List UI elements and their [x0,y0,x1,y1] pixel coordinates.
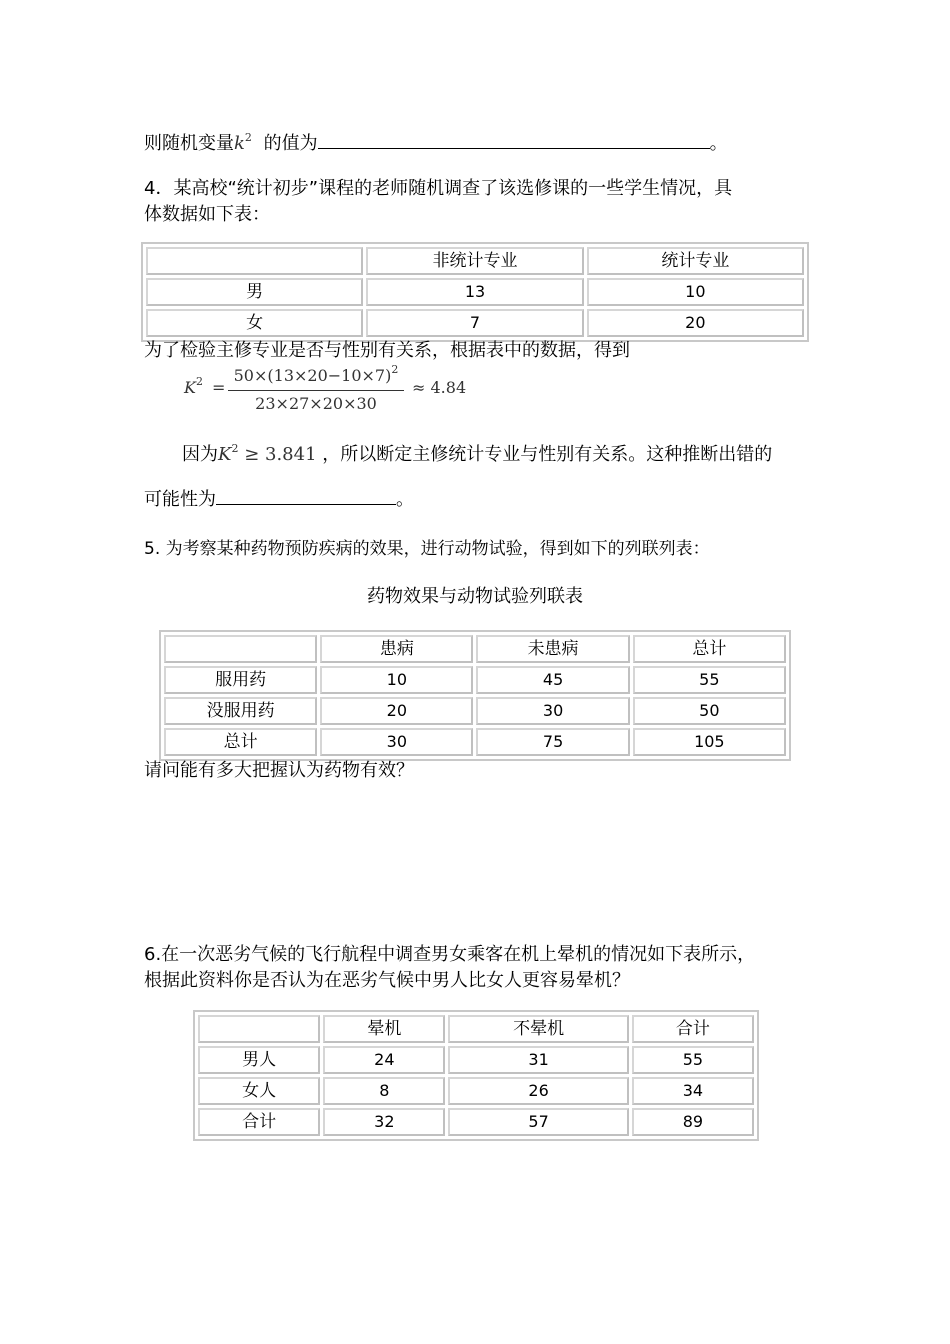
q4-after-table: 为了检验主修专业是否与性别有关系，根据表中的数据，得到 [144,340,630,361]
table-cell: 合计 [198,1108,320,1136]
formula-lhs: $K^2$ [184,375,203,397]
formula-eq: = [212,378,226,397]
table-cell: 男 [146,278,363,306]
table-cell: 13 [366,278,583,306]
because-suffix: ，所以断定主修统计专业与性别有关系。这种推断出错的 [322,444,773,465]
table-cell: 20 [320,697,473,725]
table-cell: 75 [476,728,629,756]
q6-line-1: 6.在一次恶劣气候的飞行航程中调查男女乘客在机上晕机的情况如下表所示， [144,944,756,965]
table-cell: 没服用药 [164,697,317,725]
table-cell: 总计 [164,728,317,756]
table-cell: 57 [448,1108,628,1136]
table-cell: 患病 [320,635,473,663]
table-cell: 34 [632,1077,754,1105]
table-cell: 7 [366,309,583,337]
q5-table [159,630,791,761]
table-row [164,697,786,725]
table-cell: 24 [323,1046,445,1074]
formula-approx: ≈ 4.84 [412,378,467,397]
table-cell: 统计专业 [587,247,804,275]
q3-prefix: 则随机变量 [144,133,234,154]
q4-line-2: 体数据如下表： [144,204,270,225]
fraction-bar [228,390,404,391]
table-cell: 10 [320,666,473,694]
table-cell: 8 [323,1077,445,1105]
table-cell: 55 [633,666,786,694]
table-row [198,1077,754,1105]
q6-line-2: 根据此资料你是否认为在恶劣气候中男人比女人更容易晕机？ [144,970,630,991]
prob-end: 。 [396,489,414,510]
q4-answer-blank[interactable] [216,486,396,505]
table-cell: 20 [587,309,804,337]
table-row [146,278,804,306]
table-cell: 晕机 [323,1015,445,1043]
table-cell: 50 [633,697,786,725]
q3-end: 。 [709,133,728,154]
table-cell: 合计 [632,1015,754,1043]
table-cell [164,635,317,663]
table-cell: 总计 [633,635,786,663]
table-row [164,728,786,756]
table-cell: 非统计专业 [366,247,583,275]
q3-variable: $k^2$ [234,131,252,154]
table-header-row [164,635,786,663]
k2-formula [184,363,484,418]
table-row [146,309,804,337]
because-prefix: 因为 [182,444,218,465]
table-cell: 31 [448,1046,628,1074]
table-row [198,1046,754,1074]
table-cell: 女 [146,309,363,337]
q5-line-1: 5. 为考察某种药物预防疾病的效果，进行动物试验，得到如下的列联列表： [144,539,710,559]
table-row [198,1108,754,1136]
table-cell: 26 [448,1077,628,1105]
table-cell: 10 [587,278,804,306]
q5-table-caption: 药物效果与动物试验列联表 [367,586,583,607]
because-relation: ≥ 3.841 [244,444,317,465]
q5-question: 请问能有多大把握认为药物有效？ [144,760,414,781]
table-row [164,666,786,694]
q6-table [193,1010,759,1141]
q4-line-1: 4．某高校“统计初步”课程的老师随机调查了该选修课的一些学生情况，具 [144,178,733,199]
table-cell: 服用药 [164,666,317,694]
table-header-row [198,1015,754,1043]
table-cell: 30 [320,728,473,756]
formula-denominator: 23×27×20×30 [255,394,377,413]
table-cell: 不晕机 [448,1015,628,1043]
table-cell: 女人 [198,1077,320,1105]
formula-numerator: $50\times(13\times 20-10\times 7)^2$ [233,363,399,385]
table-cell [146,247,363,275]
table-cell: 45 [476,666,629,694]
table-header-row [146,247,804,275]
table-cell: 未患病 [476,635,629,663]
table-cell: 30 [476,697,629,725]
table-cell [198,1015,320,1043]
q4-probability-line [144,486,414,513]
table-cell: 105 [633,728,786,756]
prob-prefix: 可能性为 [144,489,216,510]
table-cell: 男人 [198,1046,320,1074]
q4-table [141,242,809,342]
q4-because-line [182,442,772,468]
table-cell: 32 [323,1108,445,1136]
because-k2: $K^2$ [218,442,239,465]
q3-answer-blank[interactable] [318,130,710,149]
table-cell: 55 [632,1046,754,1074]
q3-answer-line [144,130,728,157]
table-cell: 89 [632,1108,754,1136]
q3-suffix: 的值为 [263,133,318,154]
